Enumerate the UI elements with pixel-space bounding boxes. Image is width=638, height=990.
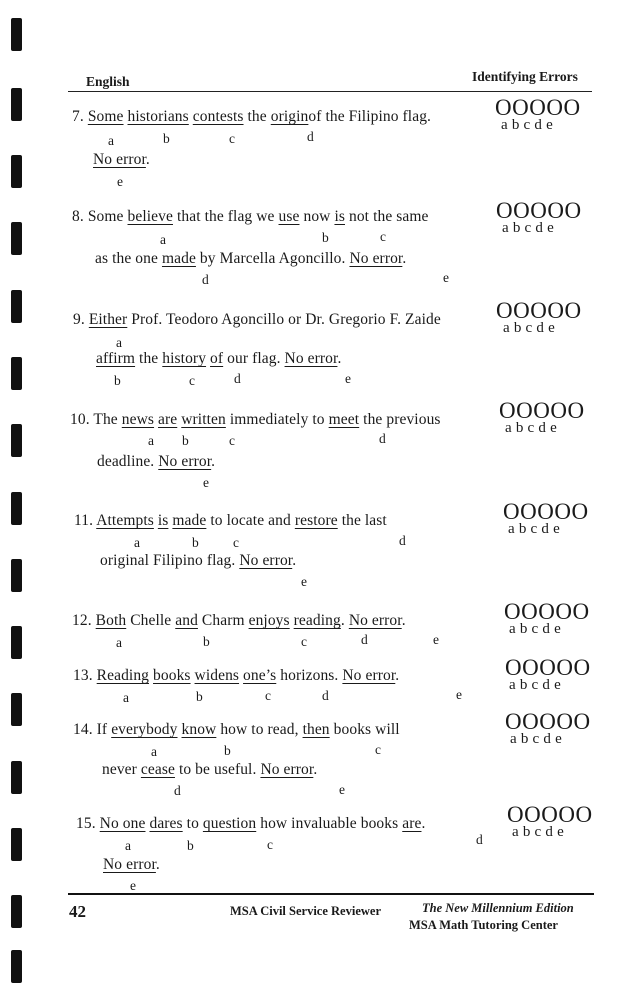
question-text: . (211, 453, 216, 470)
question-line (72, 108, 431, 126)
option-d-text: meet (328, 411, 360, 428)
option-b-text: are (158, 411, 178, 428)
question-text: Chelle (130, 612, 172, 629)
option-e-text: No error (93, 151, 146, 168)
binding-hole (11, 290, 22, 323)
binding-hole (11, 559, 22, 592)
question-text: . (155, 856, 160, 873)
option-c-label: c (189, 373, 195, 388)
answer-letters: abcde (501, 117, 557, 133)
question-line (73, 667, 399, 685)
question-text: that the flag we (176, 208, 275, 225)
question-line (73, 721, 400, 739)
question-text: original Filipino flag. (100, 552, 236, 569)
question-line (95, 250, 406, 268)
question-number: 8. (72, 208, 84, 225)
option-d-label: d (379, 431, 386, 446)
book-title: MSA Civil Service Reviewer (230, 904, 381, 918)
option-c-text: enjoys (248, 612, 290, 629)
option-b-label: b (182, 433, 189, 448)
option-c-label: c (233, 535, 239, 550)
binding-hole (11, 18, 22, 51)
question-line (73, 311, 441, 329)
question-text: to be useful. (178, 761, 257, 778)
answer-bubbles[interactable]: OOOOO (499, 398, 585, 423)
question-text: by Marcella Agoncillo. (199, 250, 346, 267)
subject-header: English (86, 74, 130, 89)
option-c-label: c (267, 837, 273, 852)
page-number: 42 (69, 902, 86, 921)
option-e-label: e (456, 687, 462, 702)
question-text: . (337, 350, 342, 367)
option-d-text: made (161, 250, 196, 267)
publisher-name: MSA Math Tutoring Center (409, 918, 558, 932)
option-d-label: d (322, 688, 329, 703)
option-b-label: b (322, 230, 329, 245)
option-b-label: b (114, 373, 121, 388)
answer-letters: abcde (512, 824, 568, 840)
option-d-text: of (210, 350, 224, 367)
question-line (72, 612, 406, 630)
question-text: the (247, 108, 267, 125)
option-a-label: a (125, 838, 131, 853)
option-b-text: affirm (96, 350, 136, 367)
option-c-label: c (229, 131, 235, 146)
answer-bubbles[interactable]: OOOOO (503, 499, 589, 524)
question-number: 14. (73, 721, 93, 738)
option-d-text: restore (294, 512, 338, 529)
question-line (93, 151, 150, 169)
option-a-text: news (121, 411, 155, 428)
binding-hole (11, 155, 22, 188)
option-d-text: one’s (243, 667, 277, 684)
answer-letters: abcde (509, 677, 565, 693)
option-a-text: Attempts (96, 512, 154, 529)
option-e-label: e (345, 371, 351, 386)
option-e-text: No error (158, 453, 212, 470)
question-text: . (313, 761, 318, 778)
option-e-label: e (130, 878, 136, 893)
binding-hole (11, 950, 22, 983)
question-text: . (340, 612, 345, 629)
option-b-text: dares (149, 815, 183, 832)
question-text: to (186, 815, 199, 832)
question-text: . (401, 612, 406, 629)
answer-letters: abcde (509, 621, 565, 637)
answer-bubbles[interactable]: OOOOO (507, 802, 593, 827)
option-b-text: and (175, 612, 198, 629)
option-b-text: use (278, 208, 300, 225)
question-text: to locate and (210, 512, 291, 529)
question-text: how invaluable books (260, 815, 399, 832)
option-a-label: a (151, 744, 157, 759)
option-a-text: everybody (111, 721, 178, 738)
option-b-text: books (153, 667, 191, 684)
question-text: not the same (348, 208, 429, 225)
option-d-text: reading (293, 612, 341, 629)
option-c-text: question (202, 815, 257, 832)
question-text: . (292, 552, 297, 569)
question-text: Charm (201, 612, 245, 629)
option-c-label: c (229, 433, 235, 448)
answer-letters: abcde (502, 220, 558, 236)
option-d-label: d (174, 783, 181, 798)
answer-letters: abcde (505, 420, 561, 436)
option-b-label: b (203, 634, 210, 649)
question-text: . (145, 151, 150, 168)
question-text: of the Filipino flag. (308, 108, 432, 125)
question-line (100, 552, 296, 570)
option-c-text: widens (194, 667, 240, 684)
question-text: horizons. (280, 667, 339, 684)
option-b-label: b (187, 838, 194, 853)
option-a-label: a (116, 635, 122, 650)
option-c-label: c (265, 688, 271, 703)
header-rule (68, 91, 592, 92)
option-e-text: No error (284, 350, 338, 367)
question-text: . (421, 815, 426, 832)
binding-hole (11, 761, 22, 794)
question-text: books will (333, 721, 400, 738)
option-c-label: c (301, 634, 307, 649)
answer-bubbles[interactable]: OOOOO (504, 599, 590, 624)
question-number: 9. (73, 311, 85, 328)
question-text: the (139, 350, 159, 367)
question-line (103, 856, 160, 874)
option-c-label: c (380, 229, 386, 244)
answer-letters: abcde (508, 521, 564, 537)
option-e-label: e (443, 270, 449, 285)
question-line (97, 453, 215, 471)
binding-hole (11, 492, 22, 525)
question-line (70, 411, 441, 429)
option-d-label: d (361, 632, 368, 647)
option-a-text: believe (127, 208, 173, 225)
binding-hole (11, 895, 22, 928)
question-number: 15. (76, 815, 96, 832)
question-line (72, 208, 429, 226)
option-e-label: e (117, 174, 123, 189)
option-e-text: No error (239, 552, 293, 569)
option-d-label: d (307, 129, 314, 144)
answer-bubbles[interactable]: OOOOO (496, 298, 582, 323)
answer-bubbles[interactable]: OOOOO (496, 198, 582, 223)
binding-hole (11, 424, 22, 457)
binding-hole (11, 222, 22, 255)
option-d-label: d (202, 272, 209, 287)
answer-letters: abcde (503, 320, 559, 336)
answer-bubbles[interactable]: OOOOO (505, 709, 591, 734)
option-c-text: written (181, 411, 226, 428)
edition-title: The New Millennium Edition (422, 901, 574, 915)
section-header: Identifying Errors (472, 69, 578, 84)
option-e-text: No error (342, 667, 396, 684)
question-line (76, 815, 425, 833)
option-c-text: then (302, 721, 330, 738)
option-a-label: a (108, 133, 114, 148)
binding-hole (11, 626, 22, 659)
option-d-label: d (476, 832, 483, 847)
option-a-text: Both (95, 612, 127, 629)
binding-hole (11, 88, 22, 121)
option-a-text: Either (88, 311, 128, 328)
question-line (74, 512, 387, 530)
question-text: If (96, 721, 108, 738)
question-text: The (93, 411, 118, 428)
option-e-label: e (433, 632, 439, 647)
option-e-label: e (301, 574, 307, 589)
question-text: never (102, 761, 137, 778)
question-text: the last (341, 512, 387, 529)
question-text: . (395, 667, 400, 684)
question-number: 7. (72, 108, 84, 125)
option-a-label: a (160, 232, 166, 247)
answer-bubbles[interactable]: OOOOO (495, 95, 581, 120)
answer-bubbles[interactable]: OOOOO (505, 655, 591, 680)
question-line (96, 350, 341, 368)
question-line (102, 761, 317, 779)
option-c-text: made (172, 512, 207, 529)
option-d-label: d (234, 371, 241, 386)
option-b-label: b (163, 131, 170, 146)
option-c-text: contests (192, 108, 244, 125)
question-number: 12. (72, 612, 92, 629)
option-c-text: history (162, 350, 207, 367)
option-a-text: Some (87, 108, 124, 125)
footer-rule (68, 893, 594, 895)
option-e-text: No error (260, 761, 314, 778)
binding-hole (11, 357, 22, 390)
option-b-label: b (196, 689, 203, 704)
question-text: our flag. (227, 350, 281, 367)
option-a-label: a (123, 690, 129, 705)
question-text: immediately to (229, 411, 325, 428)
question-number: 13. (73, 667, 93, 684)
option-d-text: cease (140, 761, 175, 778)
option-d-text: are (402, 815, 422, 832)
option-b-label: b (224, 743, 231, 758)
answer-letters: abcde (510, 731, 566, 747)
option-a-text: No one (99, 815, 146, 832)
question-number: 11. (74, 512, 94, 529)
binding-hole (11, 828, 22, 861)
option-e-text: No error (103, 856, 156, 873)
option-a-label: a (134, 535, 140, 550)
question-number: 10. (70, 411, 90, 428)
option-a-label: a (116, 335, 122, 350)
option-c-text: is (334, 208, 345, 225)
option-b-label: b (192, 535, 199, 550)
question-text: how to read, (220, 721, 299, 738)
option-e-label: e (339, 782, 345, 797)
option-d-text: origin (270, 108, 309, 125)
option-e-text: No error (348, 612, 402, 629)
option-a-label: a (148, 433, 154, 448)
binding-hole (11, 693, 22, 726)
option-e-label: e (203, 475, 209, 490)
option-c-label: c (375, 742, 381, 757)
question-text: Some (87, 208, 124, 225)
question-text: deadline. (97, 453, 155, 470)
option-a-text: Reading (96, 667, 150, 684)
question-text: the previous (363, 411, 441, 428)
option-b-text: know (181, 721, 217, 738)
option-b-text: historians (127, 108, 189, 125)
question-text: as the one (95, 250, 158, 267)
option-d-label: d (399, 533, 406, 548)
option-e-text: No error (349, 250, 403, 267)
question-text: now (303, 208, 331, 225)
binding-holes (0, 0, 40, 990)
question-text: Prof. Teodoro Agoncillo or Dr. Gregorio F. Zaide (131, 311, 441, 328)
question-text: . (402, 250, 407, 267)
option-b-text: is (157, 512, 169, 529)
